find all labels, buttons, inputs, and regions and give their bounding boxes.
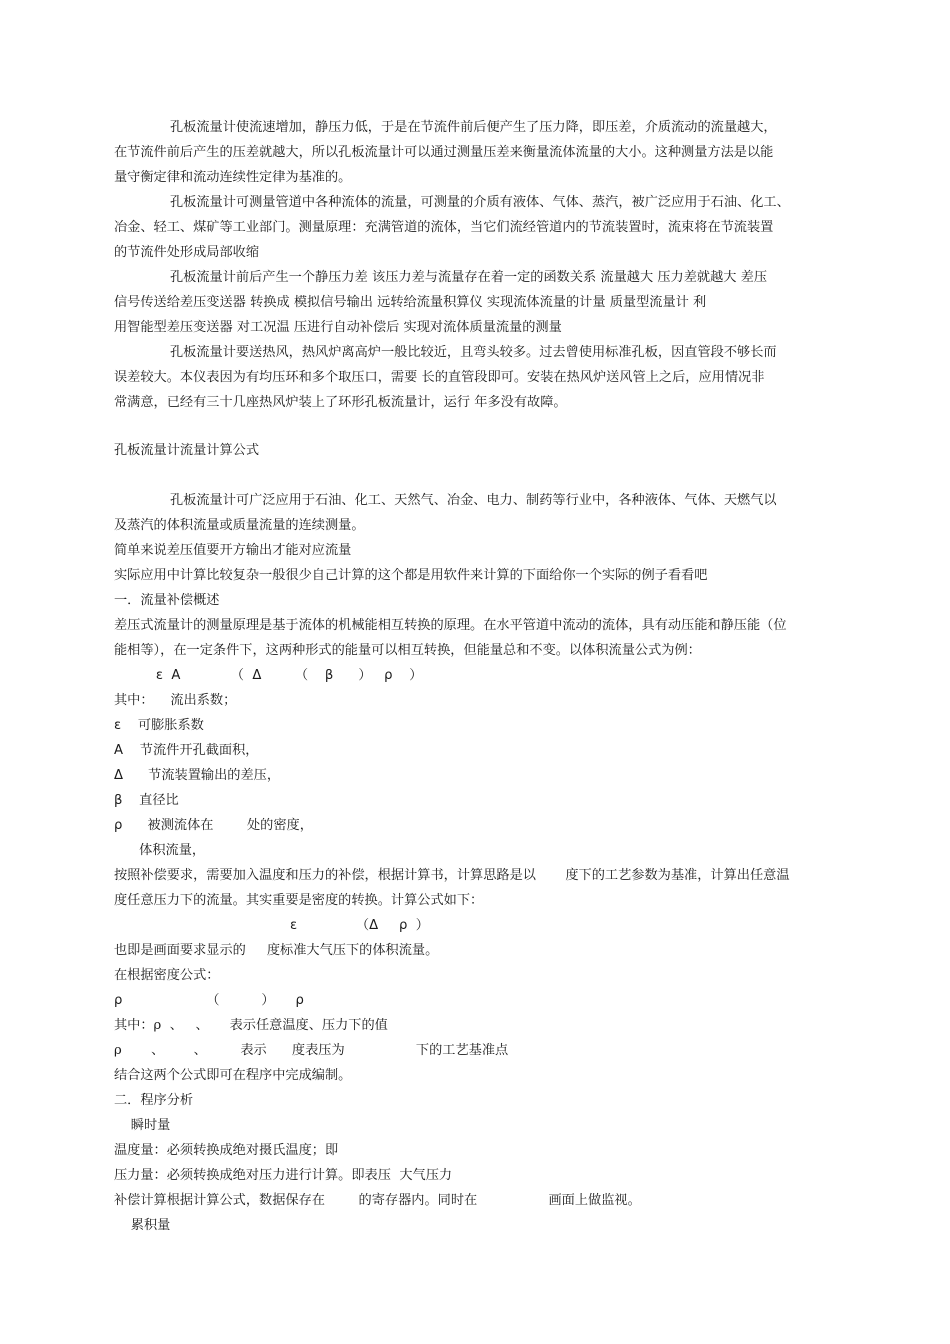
paragraph-2-line-2: 冶金、轻工、煤矿等工业部门。测量原理：充满管道的流体，当它们流经管道内的节流装置时，流束将在节流装置: [114, 220, 774, 235]
text-line: 度任意压力下的流量。其实重要是密度的转换。计算公式如下：: [114, 893, 484, 908]
definition-epsilon: ε 可膨胀系数: [114, 718, 204, 733]
text-line: 其中：ρ 、 、 表示任意温度、压力下的值: [114, 1018, 388, 1033]
formula-density: ρ （ ） ρ: [114, 993, 304, 1008]
paragraph-5-line-2: 及蒸汽的体积流量或质量流量的连续测量。: [114, 518, 365, 533]
text-line: 在根据密度公式：: [114, 968, 220, 983]
formula-compensated-flow: ε （Δ ρ ）: [114, 918, 429, 933]
paragraph-2-line-3: 的节流件处形成局部收缩: [114, 245, 260, 260]
text-line: 结合这两个公式即可在程序中完成编制。: [114, 1068, 352, 1083]
text-line: 温度量：必须转换成绝对摄氏温度；即: [114, 1143, 339, 1158]
definition-delta: Δ 节流装置输出的差压，: [114, 768, 281, 783]
paragraph-1-line-1: 孔板流量计使流速增加，静压力低，于是在节流件前后便产生了压力降，即压差，介质流动的流量越大，: [170, 120, 777, 135]
text-line: 差压式流量计的测量原理是基于流体的机械能相互转换的原理。在水平管道中流动的流体，具有动压能和静压能（位: [114, 618, 787, 633]
text-line: 补偿计算根据计算公式，数据保存在 的寄存器内。同时在 画面上做监视。: [114, 1193, 641, 1208]
paragraph-3-line-2: 信号传送给差压变送器 转换成 模拟信号输出 远转给流量积算仪 实现流体流量的计量 质量型流量计 利: [114, 295, 707, 310]
text-line: ρ 、 、 表示 度表压为 下的工艺基准点: [114, 1043, 509, 1058]
definition-beta: β 直径比: [114, 793, 179, 808]
paragraph-5-line-1: 孔板流量计可广泛应用于石油、化工、天然气、冶金、电力、制药等行业中，各种液体、气体、天燃气以: [170, 493, 777, 508]
text-line: 其中： 流出系数；: [114, 693, 237, 708]
paragraph-4-line-2: 误差较大。本仪表因为有均压环和多个取压口，需要 长的直管段即可。安装在热风炉送风管上之后，应用情况非: [114, 370, 765, 385]
subheading-instant: 瞬时量: [114, 1118, 171, 1133]
text-line: 压力量：必须转换成绝对压力进行计算。即表压 大气压力: [114, 1168, 453, 1183]
definition-volume-flow: 体积流量，: [114, 843, 206, 858]
formula-volume-flow: ε A （ Δ （ β ） ρ ）: [114, 668, 423, 683]
paragraph-4-line-1: 孔板流量计要送热风，热风炉离高炉一般比较近，且弯头较多。过去曾使用标准孔板，因直管段不够长而: [170, 345, 777, 360]
section-title-program: 二．程序分析: [114, 1093, 194, 1108]
definition-a: A 节流件开孔截面积，: [114, 743, 259, 758]
section-title-compensation: 一．流量补偿概述: [114, 593, 220, 608]
text-line: 能相等），在一定条件下，这两种形式的能量可以相互转换，但能量总和不变。以体积流量公式为例：: [114, 643, 701, 658]
paragraph-4-line-3: 常满意，已经有三十几座热风炉装上了环形孔板流量计，运行 年多没有故障。: [114, 395, 567, 410]
subheading-accumulated: 累积量: [114, 1218, 171, 1233]
paragraph-1-line-3: 量守衡定律和流动连续性定律为基准的。: [114, 170, 352, 185]
paragraph-1-line-2: 在节流件前后产生的压差就越大，所以孔板流量计可以通过测量压差来衡量流体流量的大小。这种测量方法是以能: [114, 145, 774, 160]
text-line: 实际应用中计算比较复杂一般很少自己计算的这个都是用软件来计算的下面给你一个实际的例子看看吧: [114, 568, 708, 583]
text-line: 也即是画面要求显示的 度标准大气压下的体积流量。: [114, 943, 439, 958]
text-line: 简单来说差压值要开方输出才能对应流量: [114, 543, 352, 558]
text-line: 按照补偿要求，需要加入温度和压力的补偿，根据计算书，计算思路是以 度下的工艺参数为基准，计算出任意温: [114, 868, 790, 883]
definition-rho: ρ 被测流体在 处的密度，: [114, 818, 313, 833]
section-heading: 孔板流量计流量计算公式: [114, 443, 260, 458]
paragraph-3-line-1: 孔板流量计前后产生一个静压力差 该压力差与流量存在着一定的函数关系 流量越大 压力差就越大 差压: [170, 270, 768, 285]
paragraph-2-line-1: 孔板流量计可测量管道中各种流体的流量，可测量的介质有液体、气体、蒸汽，被广泛应用于石油、化工、: [170, 195, 790, 210]
paragraph-3-line-3: 用智能型差压变送器 对工况温 压进行自动补偿后 实现对流体质量流量的测量: [114, 320, 562, 335]
